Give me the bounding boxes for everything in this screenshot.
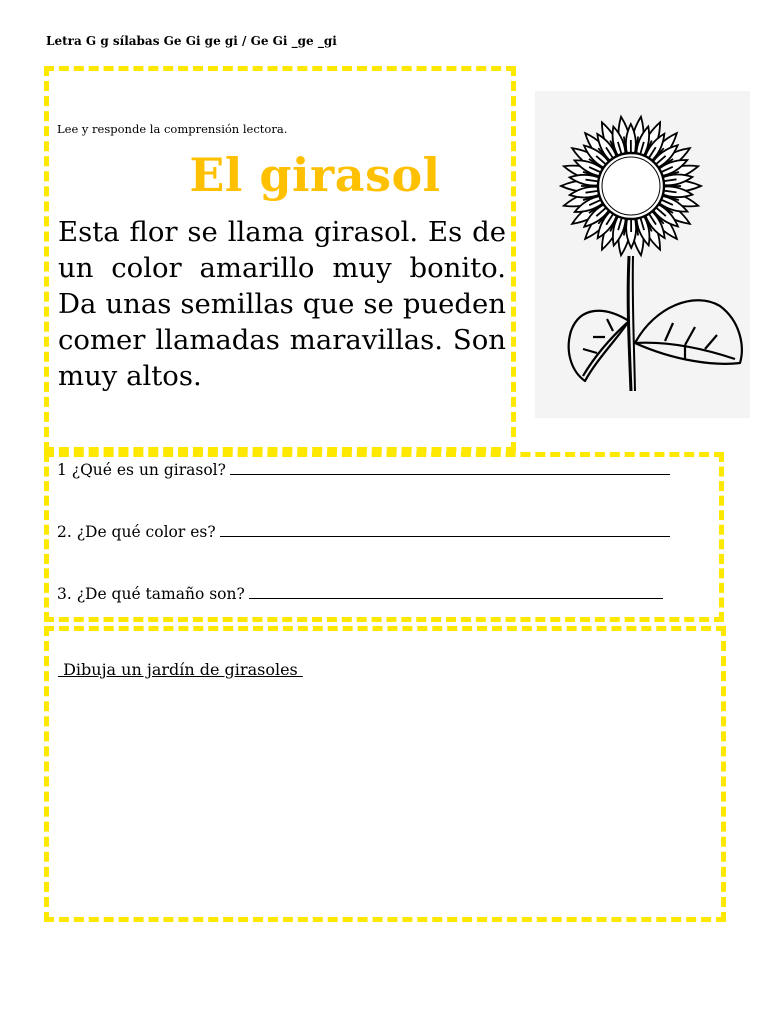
answer-line-2[interactable] — [220, 524, 670, 537]
sunflower-icon — [535, 91, 750, 418]
worksheet-header: Letra G g sílabas Ge Gi ge gi / Ge Gi _ge _gi — [46, 34, 337, 48]
question-3 — [57, 585, 663, 603]
question-3-text: 3. ¿De qué tamaño son? — [57, 585, 245, 603]
story-title: El girasol — [189, 148, 441, 202]
answer-line-1[interactable] — [230, 462, 670, 475]
question-2 — [57, 523, 670, 541]
drawing-prompt: Dibuja un jardín de girasoles — [58, 660, 303, 679]
answer-line-3[interactable] — [249, 586, 663, 599]
reading-instruction: Lee y responde la comprensión lectora. — [57, 122, 288, 136]
question-2-text: 2. ¿De qué color es? — [57, 523, 216, 541]
sunflower-illustration — [535, 91, 750, 418]
question-1-text: 1 ¿Qué es un girasol? — [57, 461, 226, 479]
question-1 — [57, 461, 670, 479]
story-paragraph: Esta flor se llama girasol. Es de un color amarillo muy bonito. Da unas semillas que se pueden comer llamadas maravillas. Son muy altos. — [58, 216, 506, 392]
